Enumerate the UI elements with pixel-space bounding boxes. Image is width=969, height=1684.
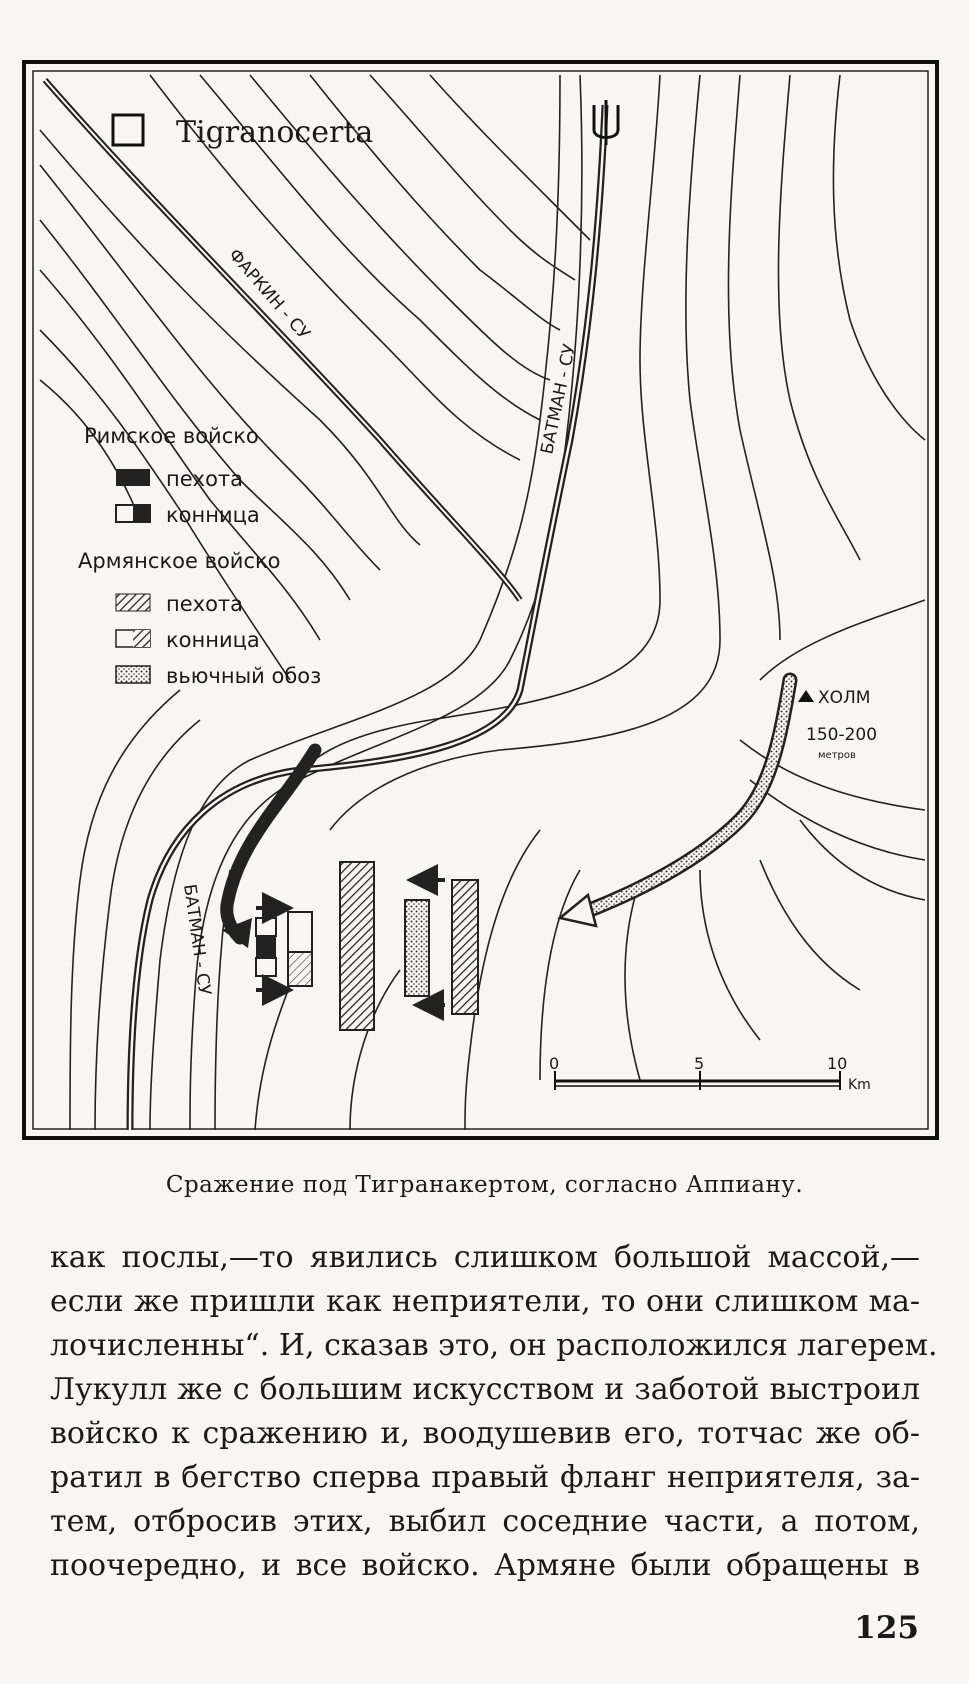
river-source-mark — [594, 100, 618, 145]
hill-label — [798, 688, 877, 761]
armenian-rear-block — [452, 880, 478, 1014]
hill-height: 150-200 — [806, 725, 878, 745]
scale-tick-10: 10 — [827, 1054, 848, 1073]
legend-armenian-baggage-swatch — [116, 666, 150, 683]
armenian-infantry-block — [340, 862, 374, 1030]
farkin-su-label: ФАРКИН - СУ — [224, 245, 314, 344]
body-line: поочередно, и все войско. Армяне были обращены в — [50, 1548, 920, 1583]
roman-unit-5 — [288, 952, 312, 986]
hill-height-unit: метров — [818, 750, 856, 761]
scale-bar — [549, 1054, 871, 1093]
body-line: лочисленны“. И, сказав это, он расположился лагерем. — [50, 1328, 938, 1363]
tigranocerta-city-marker — [113, 115, 143, 145]
legend-armenian-cavalry-label: конница — [166, 628, 260, 652]
body-line: если же пришли как неприятели, то они слишком ма- — [50, 1284, 920, 1319]
hill-triangle-icon — [798, 690, 814, 702]
roman-unit-2 — [256, 936, 276, 958]
tigranocerta-label: Tigranocerta — [176, 115, 374, 150]
legend-armenian-baggage-label: вьючный обоз — [166, 664, 322, 688]
body-line: ратил в бегство сперва правый фланг неприятеля, за- — [50, 1460, 920, 1495]
body-line: Лукулл же с большим искусством и заботой выстроил — [50, 1372, 920, 1407]
scale-tick-5: 5 — [694, 1054, 705, 1073]
roman-unit-4 — [288, 912, 312, 952]
roman-formation — [256, 908, 312, 990]
legend-roman-title: Римское войско — [84, 424, 259, 448]
legend-roman-infantry-label: пехота — [166, 467, 244, 491]
page-number: 125 — [854, 1610, 919, 1646]
legend-roman-cavalry-swatch-dark — [133, 505, 150, 522]
legend-armenian-infantry-label: пехота — [166, 592, 244, 616]
body-line: тем, отбросив этих, выбил соседние части, а потом, — [50, 1504, 920, 1539]
batman-su-lower-label: БАТМАН - СУ — [179, 882, 215, 997]
body-line: войско к сражению и, воодушевив его, тотчас же об- — [50, 1416, 920, 1451]
legend-roman-cavalry-label: конница — [166, 503, 260, 527]
body-line: как послы,—то явились слишком большой массой,— — [50, 1240, 920, 1275]
legend-armenian-title: Армянское войско — [78, 549, 281, 573]
scale-tick-0: 0 — [549, 1054, 560, 1073]
scale-unit: Km — [848, 1077, 871, 1093]
hill-name: ХОЛМ — [818, 688, 871, 708]
legend-armenian-infantry-swatch — [116, 594, 150, 611]
legend-armenian-cavalry-swatch-hatch — [133, 630, 150, 647]
armenian-cavalry-block — [405, 900, 429, 996]
batman-su-upper-label: БАТМАН - СУ — [537, 342, 581, 457]
roman-unit-1 — [256, 918, 276, 936]
map-caption: Сражение под Тигранакертом, согласно Аппиану. — [165, 1172, 804, 1198]
armenian-movement-arrow — [560, 680, 790, 926]
body-text — [50, 1236, 938, 1588]
map-legend — [78, 424, 321, 688]
roman-unit-3 — [256, 958, 276, 976]
legend-roman-infantry-swatch — [116, 469, 150, 486]
